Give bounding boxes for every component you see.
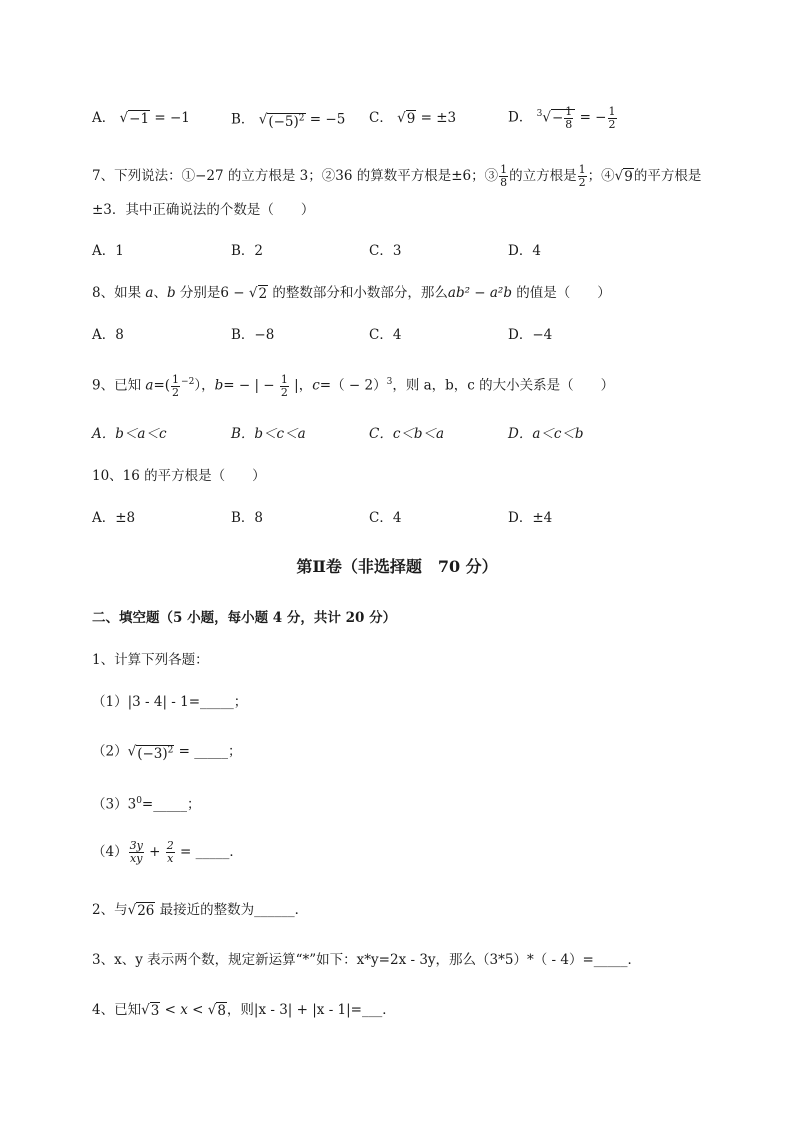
denominator: 2 [578, 176, 586, 189]
exponent: 2 [298, 113, 305, 123]
text: = _____． [175, 844, 243, 860]
fill1-sub3 [92, 791, 200, 815]
radicand: 9 [406, 110, 416, 127]
var-a: a [145, 377, 154, 394]
sign: − [551, 109, 564, 126]
sqrt-expr [623, 167, 634, 187]
q10-option-c: C．4 [369, 510, 402, 526]
text: < x < [160, 1002, 208, 1018]
root-index: 3 [536, 109, 543, 119]
numerator: 1 [565, 104, 573, 118]
fill1-stem: 1、计算下列各题： [92, 652, 209, 668]
exponent: 0 [136, 796, 142, 806]
text: 分别是 [175, 285, 221, 301]
q9-option-b: B．b＜c＜a [231, 426, 306, 442]
numerator: 2 [166, 839, 174, 852]
text: 8、如果 [92, 285, 146, 301]
denominator: 2 [172, 385, 180, 399]
sqrt-expr [136, 901, 155, 921]
q10-option-b: B．8 [231, 510, 264, 526]
var-b: b [214, 377, 224, 394]
q6-option-a: A． √−1 = −1 [92, 110, 190, 127]
rhs: = −5 [305, 111, 346, 128]
text: 2、与 [92, 902, 128, 918]
cube-root-expr [551, 106, 575, 131]
text: （4） [92, 844, 128, 860]
text: ，则|x - 3| + |x - 1|=___． [226, 1002, 396, 1018]
q7-option-c: C．3 [369, 243, 402, 259]
text: 的值是（ ） [512, 285, 611, 301]
fill3-stem: 3、x、y 表示两个数，规定新运算“*”如下：x*y=2x - 3y，那么（3*5）*（ - 4）=_____． [92, 952, 642, 968]
sqrt-expr [128, 109, 150, 129]
var-c: c [312, 377, 320, 394]
q7-stem-line2: ±3．其中正确说法的个数是（ ） [92, 202, 315, 218]
radicand: 26 [137, 902, 155, 919]
sqrt-expr [406, 109, 417, 129]
text: （3）3 [92, 796, 137, 813]
sqrt-expr [258, 284, 269, 304]
fraction [129, 840, 144, 865]
fraction [608, 106, 617, 131]
radicand: 2 [258, 285, 268, 302]
option-label: D． [508, 109, 533, 126]
var-a: a [145, 285, 154, 301]
text: 、 [153, 285, 167, 301]
q6-option-d: D． $^3$√− $\frac{1}{8}$ = − $\frac{1}{2}$ [508, 104, 616, 131]
radicand: (−3) [137, 745, 168, 762]
sqrt-expr [216, 1001, 227, 1021]
fraction [564, 106, 573, 131]
q10-option-d: D．±4 [508, 510, 553, 526]
sqrt-expr [267, 108, 305, 132]
q8-option-a: A．8 [92, 327, 124, 343]
rhs: = −1 [150, 110, 190, 126]
option-label: B． [231, 111, 255, 128]
text: = _____； [174, 743, 242, 760]
text: |， [289, 377, 313, 394]
text: =_____； [141, 796, 201, 813]
exponent: 3 [386, 377, 393, 387]
radicand: −1 [129, 110, 150, 127]
q6-option-b: B． $√(-5)^2 = -5$ [231, 108, 345, 132]
radicand: 9 [624, 168, 633, 185]
expr: ab² − a²b [447, 285, 512, 301]
q7-option-b: B．2 [231, 243, 264, 259]
q9-option-d: D．a＜c＜b [508, 426, 584, 442]
part-title: 第Ⅱ卷（非选择题 70 分） [296, 557, 498, 576]
numerator: 1 [280, 372, 288, 386]
text: 的立方根是 [509, 168, 577, 184]
q10-stem: 10、16 的平方根是（ ） [92, 468, 266, 484]
q6-option-c: C． √9 = ±3 [369, 110, 457, 127]
fraction [578, 164, 587, 189]
text: 4、已知 [92, 1002, 142, 1018]
section-heading: 二、填空题（5 小题，每小题 4 分，共计 20 分） [92, 610, 397, 626]
text: 的整数部分和小数部分，那么 [268, 285, 448, 301]
expr: 6 − [220, 285, 249, 301]
denominator: 2 [608, 117, 616, 131]
sqrt-expr [150, 1001, 161, 1021]
radicand: 8 [217, 1002, 226, 1019]
text: 9、已知 [92, 377, 146, 394]
denominator: 2 [280, 385, 288, 399]
fraction [171, 374, 180, 399]
q7-option-d: D．4 [508, 243, 541, 259]
q9-option-a: A．b＜a＜c [92, 426, 167, 442]
numerator: 1 [608, 104, 616, 118]
text: ；④ [587, 168, 615, 184]
q8-option-d: D．−4 [508, 327, 553, 343]
numerator: 3y [129, 839, 143, 852]
option-label: A． [92, 110, 116, 126]
q8-stem: 8、如果 a、b 分别是6 − √2 的整数部分和小数部分，那么ab² − a²b 的值是（ ） [92, 285, 611, 302]
q10-option-a: A．±8 [92, 510, 136, 526]
numerator: 1 [578, 163, 586, 176]
fraction [166, 840, 175, 865]
var-b: b [166, 285, 176, 301]
fill4-stem: 4、已知√3 < x < √8，则|x - 3| + |x - 1|=___． [92, 1002, 396, 1019]
fraction [280, 374, 289, 399]
radicand: 3 [150, 1002, 160, 1019]
text: =( [153, 377, 171, 394]
q7-option-a: A．1 [92, 243, 124, 259]
numerator: 1 [172, 372, 180, 386]
option-label: C． [369, 110, 393, 126]
denominator: xy [129, 852, 143, 865]
text: 7、下列说法：①−27 的立方根是 3；②36 的算数平方根是±6；③ [92, 168, 499, 184]
numerator: 1 [500, 163, 508, 176]
denominator: x [167, 852, 174, 865]
text: （2） [92, 743, 128, 760]
fill2-stem: 2、与√26 最接近的整数为______． [92, 902, 309, 919]
rhs: = ±3 [416, 110, 457, 126]
fill1-sub2: $(2)√(-3)^2$ = _____； [92, 740, 242, 764]
text: 的平方根是 [633, 168, 702, 184]
q9-option-c: C．c＜b＜a [369, 426, 445, 442]
exponent: 2 [167, 745, 174, 755]
q8-option-c: C．4 [369, 327, 402, 343]
denominator: 8 [565, 117, 573, 131]
text: ）， [194, 377, 215, 394]
radicand: (−5) [268, 113, 299, 130]
text: 最接近的整数为______． [155, 902, 309, 918]
fraction [499, 164, 508, 189]
q9-stem [92, 372, 614, 399]
denominator: 8 [500, 176, 508, 189]
rhs: = − [575, 109, 607, 126]
fill1-sub1: （1）|3 - 4| - 1=_____； [92, 694, 248, 710]
fill1-sub4 [92, 838, 243, 866]
text: + [144, 844, 165, 860]
text: ，则 a，b，c 的大小关系是（ ） [392, 377, 615, 394]
q8-option-b: B．−8 [231, 327, 275, 343]
text: = − | − [223, 377, 279, 394]
text: =（ − 2） [319, 377, 387, 394]
sqrt-expr [136, 740, 174, 764]
q7-stem: 7、下列说法：①−27 的立方根是 3；②36 的算数平方根是±6；③ $\frac{1}{8}$ 的立方根是 $\frac{1}{2}$ ；④√9的平方根是 [92, 163, 702, 189]
exponent: −2 [181, 377, 195, 387]
